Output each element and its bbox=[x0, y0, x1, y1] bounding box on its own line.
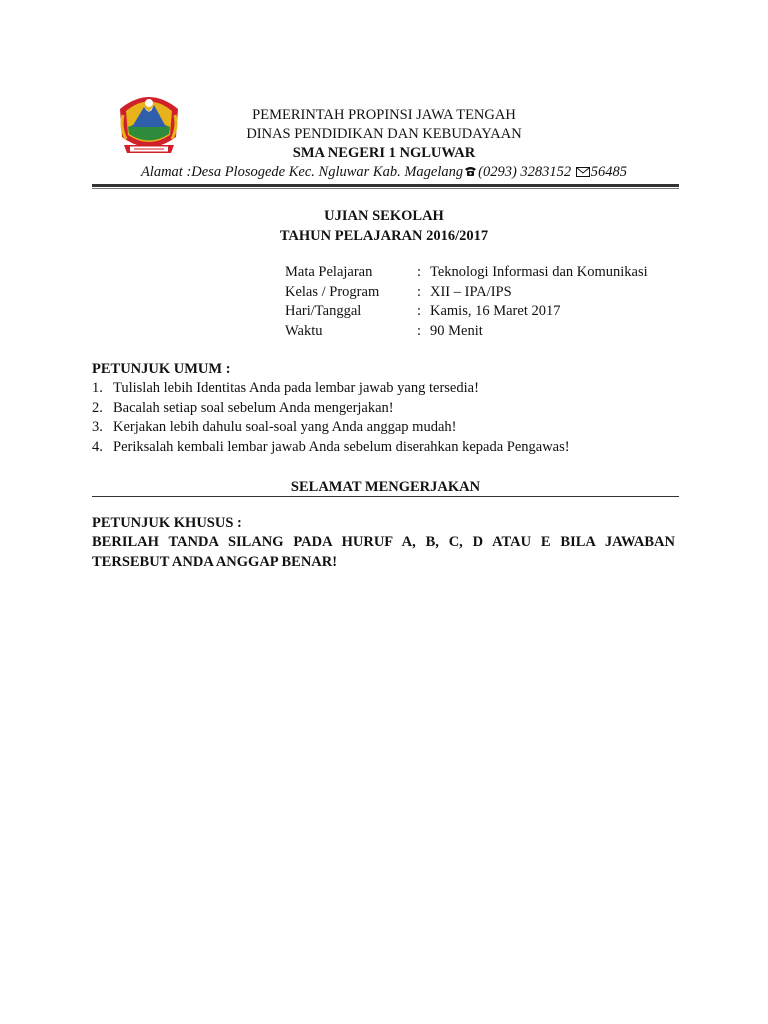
list-item-text: Kerjakan lebih dahulu soal-soal yang Anda anggap mudah! bbox=[113, 419, 457, 435]
exam-year: TAHUN PELAJARAN 2016/2017 bbox=[279, 228, 489, 244]
info-separator: : bbox=[417, 283, 422, 300]
list-item-text: Periksalah kembali lembar jawab Anda sebelum diserahkan kepada Pengawas! bbox=[113, 438, 570, 455]
phone-icon bbox=[464, 163, 477, 183]
info-separator: : bbox=[417, 303, 422, 319]
list-item-number: 3. bbox=[92, 419, 103, 435]
info-value: Teknologi Informasi dan Komunikasi bbox=[430, 264, 648, 280]
address-text: Alamat :Desa Plosogede Kec. Ngluwar Kab. Magelang bbox=[140, 164, 464, 180]
info-row-class bbox=[285, 283, 685, 303]
postal-code: 56485 bbox=[590, 164, 628, 180]
letterhead-divider-thick bbox=[92, 184, 679, 187]
exam-title: UJIAN SEKOLAH bbox=[324, 208, 444, 224]
section-divider bbox=[92, 496, 679, 497]
info-value: XII – IPA/IPS bbox=[430, 283, 512, 300]
letterhead-divider-thin bbox=[92, 188, 679, 189]
list-item-text: Tulislah lebih Identitas Anda pada lembar jawab yang tersedia! bbox=[113, 380, 479, 396]
info-row-date bbox=[285, 302, 685, 322]
list-item bbox=[92, 418, 682, 438]
specific-instructions-heading: PETUNJUK KHUSUS : bbox=[92, 515, 242, 531]
general-instructions-list bbox=[92, 379, 682, 457]
letterhead-address bbox=[120, 162, 648, 183]
letterhead-school-name: SMA NEGERI 1 NGLUWAR bbox=[292, 145, 476, 161]
exam-info-table bbox=[285, 263, 685, 341]
good-luck-message: SELAMAT MENGERJAKAN bbox=[290, 479, 481, 495]
info-separator: : bbox=[417, 264, 422, 280]
list-item-number: 4. bbox=[92, 438, 103, 455]
info-value: 90 Menit bbox=[430, 322, 483, 339]
info-row-time bbox=[285, 322, 685, 342]
info-label: Mata Pelajaran bbox=[285, 264, 373, 280]
info-label: Hari/Tanggal bbox=[285, 303, 362, 319]
phone-number: (0293) 3283152 bbox=[478, 164, 572, 180]
specific-instructions-body: BERILAH TANDA SILANG PADA HURUF A, B, C, D ATAU E BILA JAWABAN TERSEBUT ANDA ANGGAP BENAR! bbox=[92, 534, 675, 570]
info-label: Waktu bbox=[285, 322, 323, 339]
list-item bbox=[92, 379, 682, 399]
info-label: Kelas / Program bbox=[285, 283, 380, 300]
list-item-text: Bacalah setiap soal sebelum Anda mengerjakan! bbox=[113, 399, 394, 416]
general-instructions-heading: PETUNJUK UMUM : bbox=[92, 361, 231, 377]
list-item-number: 1. bbox=[92, 380, 103, 396]
list-item-number: 2. bbox=[92, 399, 103, 416]
info-value: Kamis, 16 Maret 2017 bbox=[430, 303, 561, 319]
list-item bbox=[92, 438, 682, 458]
info-separator: : bbox=[417, 322, 422, 339]
info-row-subject bbox=[285, 263, 685, 283]
mail-icon bbox=[576, 163, 590, 183]
list-item bbox=[92, 399, 682, 419]
letterhead-department: DINAS PENDIDIKAN DAN KEBUDAYAAN bbox=[246, 126, 522, 142]
letterhead-province: PEMERINTAH PROPINSI JAWA TENGAH bbox=[252, 107, 516, 123]
